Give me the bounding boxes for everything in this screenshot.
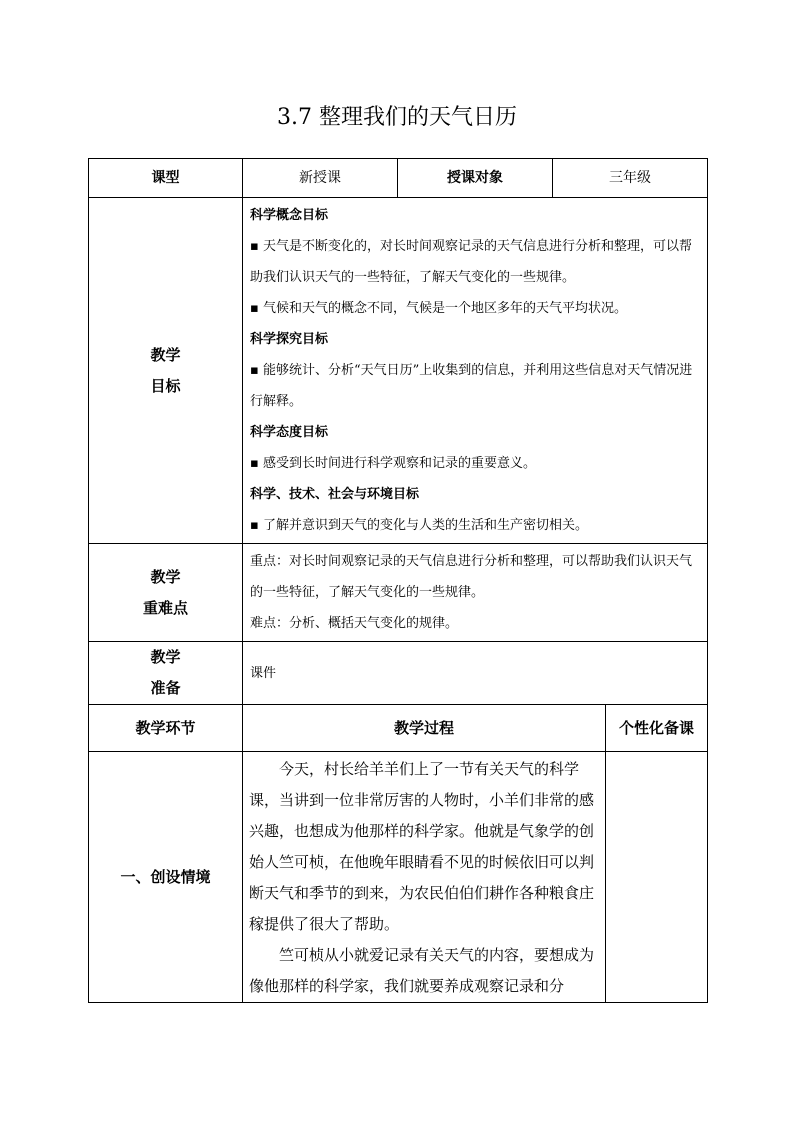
preparation-label-line1: 教学 [150, 648, 181, 666]
goals-label [89, 198, 243, 544]
type-label: 课型 [89, 159, 243, 198]
goal-item: ▪ 气候和天气的概念不同，气候是一个地区多年的天气平均状况。 [250, 301, 627, 316]
key-points-label-line2: 重难点 [142, 598, 188, 617]
preparation-label [89, 642, 243, 705]
goal-heading: 科学概念目标 [250, 208, 329, 223]
preparation-label-line2: 准备 [150, 679, 181, 697]
stage-process [243, 752, 606, 1003]
goal-heading: 科学探究目标 [250, 332, 329, 347]
focus-text: 重点：对长时间观察记录的天气信息进行分析和整理，可以帮助我们认识天气的一些特征，了解天气变化的一些规律。 [250, 554, 693, 600]
stage-name: 一、创设情境 [89, 752, 243, 1003]
process-header-row [89, 705, 708, 752]
goal-heading: 科学、技术、社会与环境目标 [250, 487, 420, 502]
notes-header: 个性化备课 [606, 705, 708, 752]
goal-item: ▪ 天气是不断变化的，对长时间观察记录的天气信息进行分析和整理，可以帮助我们认识天气的一些特征，了解天气变化的一些规律。 [250, 239, 692, 285]
type-value: 新授课 [243, 159, 398, 198]
goals-content [243, 198, 708, 544]
page-title: 3.7 整理我们的天气日历 [277, 105, 517, 130]
goal-item: ▪ 感受到长时间进行科学观察和记录的重要意义。 [250, 456, 536, 471]
goal-heading: 科学态度目标 [250, 425, 329, 440]
preparation-row [89, 642, 708, 705]
audience-label: 授课对象 [398, 159, 553, 198]
difficulty-text: 难点：分析、概括天气变化的规律。 [250, 616, 459, 631]
key-points-label [89, 544, 243, 642]
preparation-value: 课件 [250, 665, 277, 681]
process-paragraph: 今天，村长给羊羊们上了一节有关天气的科学课，当讲到一位非常厉害的人物时，小羊们非常的感兴趣，也想成为他那样的科学家。他就是气象学的创始人竺可桢，在他晚年眼睛看不见的时候依旧可以判断天气和季节的到来，为农民伯伯们耕作各种粮食庄稼提供了很大了帮助。 [249, 760, 595, 933]
stage-notes [606, 752, 708, 1003]
key-points-row [89, 544, 708, 642]
audience-value: 三年级 [553, 159, 708, 198]
stage-row [89, 752, 708, 1003]
goals-label-line1: 教学 [150, 345, 181, 364]
header-row [89, 159, 708, 198]
stage-header: 教学环节 [89, 705, 243, 752]
lesson-plan-table [88, 158, 708, 1003]
goal-item: ▪ 能够统计、分析“天气日历”上收集到的信息，并利用这些信息对天气情况进行解释。 [250, 363, 693, 409]
key-points-content [243, 544, 708, 642]
process-header: 教学过程 [243, 705, 606, 752]
goals-label-line2: 目标 [150, 376, 181, 395]
goals-row [89, 198, 708, 544]
key-points-label-line1: 教学 [150, 567, 181, 586]
goal-item: ▪ 了解并意识到天气的变化与人类的生活和生产密切相关。 [250, 518, 588, 533]
process-paragraph: 竺可桢从小就爱记录有关天气的内容，要想成为像他那样的科学家，我们就要养成观察记录和分 [249, 946, 595, 995]
preparation-content [243, 642, 708, 705]
